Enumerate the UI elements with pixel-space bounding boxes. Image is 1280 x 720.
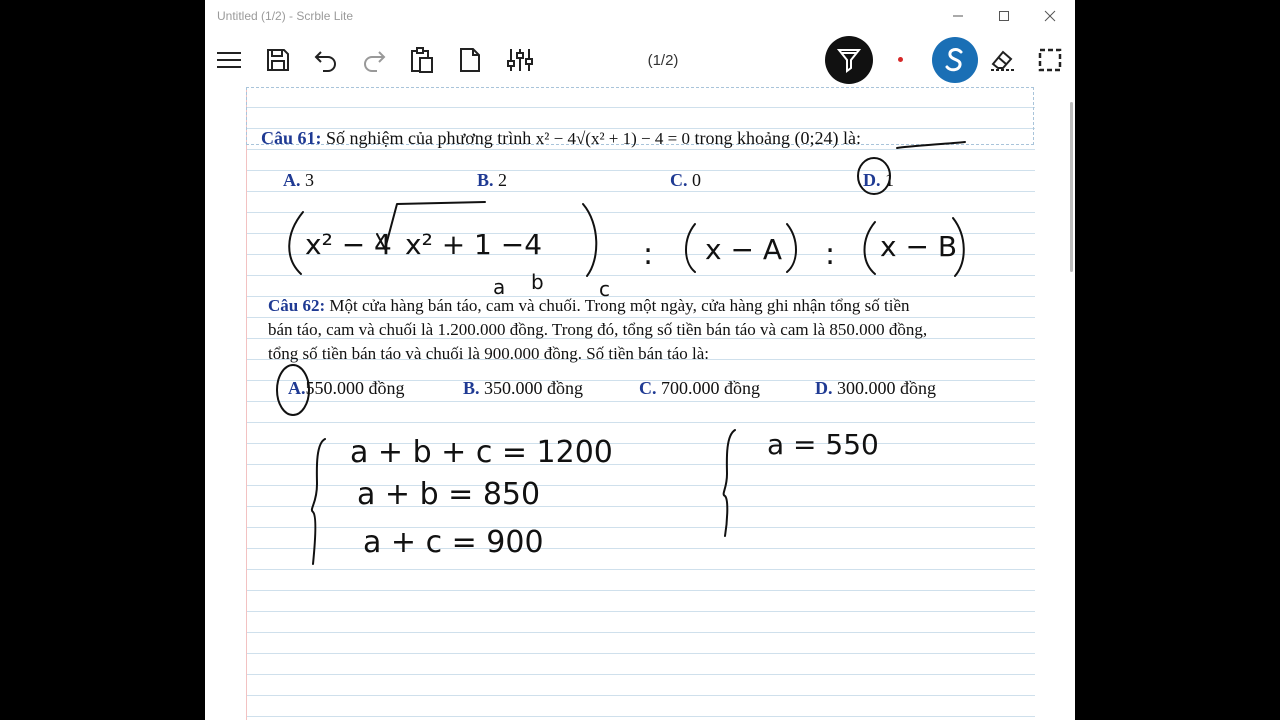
scrble-logo-icon (943, 46, 967, 74)
ink-eq2: a + b = 850 (357, 477, 541, 512)
redo-button[interactable] (356, 42, 392, 78)
option-value: 3 (305, 170, 314, 190)
option-value: 0 (692, 170, 701, 190)
question-62-line1 (268, 296, 910, 316)
option-letter: D. (863, 170, 881, 190)
ink-xb: x − B (880, 230, 958, 263)
question-62-text: Một cửa hàng bán táo, cam và chuối. Trong một ngày, cửa hàng ghi nhận tổng số tiền (329, 296, 910, 315)
app-window (205, 0, 1075, 720)
note-canvas[interactable] (205, 84, 1075, 720)
adjust-button[interactable] (502, 42, 538, 78)
option-letter: A. (283, 170, 301, 190)
option-value: 350.000 đồng (484, 378, 584, 398)
option-letter: C. (639, 378, 657, 398)
option-letter: D. (815, 378, 833, 398)
question-61-text: Số nghiệm của phương trình (326, 128, 532, 148)
ink-xa: x − A (705, 233, 782, 266)
question-61-label: Câu 61: (261, 128, 322, 148)
close-button[interactable] (1027, 0, 1073, 32)
q62-option-d (815, 378, 936, 399)
ink-colon2: : (825, 237, 836, 272)
option-value: 1 (885, 170, 894, 190)
option-value: 2 (498, 170, 508, 190)
ink-sub-a: a (493, 275, 506, 299)
option-letter: A. (288, 378, 306, 398)
paste-button[interactable] (404, 42, 440, 78)
question-62-line3: tổng số tiền bán táo và chuối là 900.000 đồng. Số tiền bán táo là: (268, 344, 709, 363)
option-value: 300.000 đồng (837, 378, 936, 398)
toolbar (205, 36, 1075, 84)
menu-button[interactable] (211, 42, 247, 78)
option-value: 550.000 đồng (305, 378, 405, 398)
q61-option-b (477, 170, 507, 191)
ink-eq1: a + b + c = 1200 (350, 435, 613, 470)
ink-eq4: a = 550 (767, 428, 879, 461)
question-61-equation: x² − 4√(x² + 1) − 4 = 0 (535, 129, 690, 148)
ink-colon1: : (643, 237, 654, 272)
pen-filter-button[interactable] (825, 36, 873, 84)
pen-filter-icon (837, 47, 861, 73)
ink-eq3: a + c = 900 (363, 525, 544, 560)
color-dot-icon[interactable] (898, 57, 903, 62)
title-bar (205, 0, 1075, 32)
minimize-icon (952, 10, 964, 22)
q61-option-d (863, 170, 894, 191)
eraser-icon (989, 48, 1017, 72)
question-61-text-end: là: (842, 128, 861, 148)
ink-x21: x² + 1 −4 (405, 228, 543, 261)
scrble-logo-button[interactable] (932, 37, 978, 83)
ink-sub-b: b (531, 270, 544, 294)
scrollbar[interactable] (1070, 102, 1073, 272)
question-61-text-after: trong khoảng (694, 128, 790, 148)
ink-sub-c: c (599, 277, 610, 301)
q62-option-b (463, 378, 583, 399)
q62-option-a (288, 378, 405, 399)
ink-x2: x² − 4 (305, 228, 392, 261)
redo-icon (362, 48, 386, 72)
selection-button[interactable] (1032, 42, 1068, 78)
new-page-button[interactable] (452, 42, 488, 78)
option-letter: C. (670, 170, 688, 190)
menu-icon (216, 50, 242, 70)
save-icon (266, 48, 290, 72)
maximize-icon (998, 10, 1010, 22)
maximize-button[interactable] (981, 0, 1027, 32)
save-button[interactable] (260, 42, 296, 78)
undo-button[interactable] (308, 42, 344, 78)
minimize-button[interactable] (935, 0, 981, 32)
selection-icon (1037, 47, 1063, 73)
question-62-line2: bán táo, cam và chuối là 1.200.000 đồng. Trong đó, tổng số tiền bán táo và cam là 850.000 đồng, (268, 320, 928, 339)
new-page-icon (459, 47, 481, 73)
paste-icon (410, 47, 434, 73)
undo-icon (314, 48, 338, 72)
option-value: 700.000 đồng (661, 378, 760, 398)
eraser-button[interactable] (985, 42, 1021, 78)
question-61-interval: (0;24) (794, 128, 839, 148)
page-indicator: (1/2) (647, 52, 679, 69)
q61-option-c (670, 170, 701, 191)
lined-paper (246, 87, 1035, 720)
option-letter: B. (463, 378, 480, 398)
close-icon (1044, 10, 1056, 22)
window-title: Untitled (1/2) - Scrble Lite (217, 9, 354, 23)
question-62-label: Câu 62: (268, 296, 326, 315)
q61-option-a (283, 170, 314, 191)
adjust-icon (507, 48, 533, 72)
option-letter: B. (477, 170, 494, 190)
question-61 (261, 128, 861, 149)
q62-option-c (639, 378, 760, 399)
